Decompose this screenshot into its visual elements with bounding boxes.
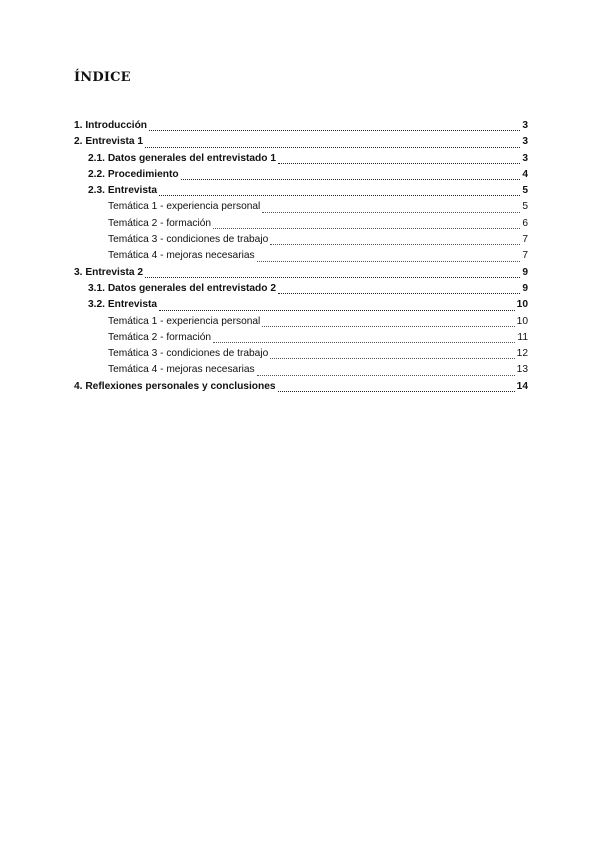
toc-entry-page: 14	[516, 380, 528, 392]
dot-leader	[213, 228, 520, 229]
dot-leader	[257, 375, 515, 376]
dot-leader	[270, 244, 520, 245]
toc-entry-label: Temática 1 - experiencia personal	[108, 315, 261, 327]
toc-entry-page: 9	[522, 282, 528, 294]
toc-entry-label: 1. Introducción	[74, 120, 148, 131]
toc-entry-label: 3. Entrevista 2	[74, 266, 144, 278]
toc-entry[interactable]	[74, 381, 528, 397]
toc-entry-label: 3.2. Entrevista	[88, 299, 158, 311]
toc-entry-label: Temática 2 - formación	[108, 217, 212, 229]
toc-entry[interactable]	[74, 136, 528, 152]
toc-entry[interactable]	[74, 299, 528, 315]
toc-entry-label: 2.3. Entrevista	[88, 185, 158, 197]
toc-entry[interactable]	[74, 120, 528, 136]
toc-entry-label: 2.1. Datos generales del entrevistado 1	[88, 152, 276, 164]
toc-entry[interactable]	[74, 364, 528, 380]
toc-entry-page: 12	[516, 348, 528, 360]
toc-entry-page: 3	[522, 120, 528, 131]
toc-entry[interactable]	[74, 332, 528, 348]
dot-leader	[278, 293, 520, 294]
toc-entry-page: 11	[517, 331, 528, 343]
dot-leader	[270, 358, 514, 359]
toc-entry[interactable]	[74, 250, 528, 266]
toc-entry[interactable]	[74, 185, 528, 201]
toc-entry-label: Temática 2 - formación	[108, 331, 212, 343]
dot-leader	[159, 195, 520, 196]
toc-entry-page: 9	[522, 266, 528, 278]
toc-entry-page: 7	[522, 234, 528, 246]
toc-entry-page: 5	[522, 185, 528, 197]
toc-entry-page: 10	[516, 299, 528, 311]
dot-leader	[145, 277, 520, 278]
toc-entry-label: Temática 4 - mejoras necesarias	[108, 364, 255, 376]
toc-entry-label: Temática 4 - mejoras necesarias	[108, 250, 255, 262]
toc-entry-page: 5	[522, 201, 528, 213]
toc-entry-page: 10	[516, 315, 528, 327]
toc-entry-page: 7	[522, 250, 528, 262]
dot-leader	[145, 147, 520, 148]
toc-entry-label: 2.2. Procedimiento	[88, 168, 179, 180]
dot-leader	[181, 179, 521, 180]
toc-entry[interactable]	[74, 316, 528, 332]
toc-entry[interactable]	[74, 267, 528, 283]
dot-leader	[213, 342, 515, 343]
toc-entry[interactable]	[74, 283, 528, 299]
table-of-contents	[74, 120, 528, 397]
toc-entry[interactable]	[74, 169, 528, 185]
toc-entry[interactable]	[74, 234, 528, 250]
toc-entry-page: 13	[516, 364, 528, 376]
toc-entry-label: 3.1. Datos generales del entrevistado 2	[88, 282, 276, 294]
toc-entry-label: 2. Entrevista 1	[74, 136, 144, 148]
toc-title: ÍNDICE	[74, 70, 131, 85]
dot-leader	[262, 326, 514, 327]
dot-leader	[159, 310, 515, 311]
toc-entry-page: 3	[522, 136, 528, 148]
toc-entry[interactable]	[74, 348, 528, 364]
toc-entry-label: Temática 1 - experiencia personal	[108, 201, 261, 213]
toc-entry-page: 6	[522, 217, 528, 229]
toc-entry-page: 4	[522, 168, 528, 180]
dot-leader	[257, 261, 521, 262]
toc-entry[interactable]	[74, 153, 528, 169]
toc-entry-label: 4. Reflexiones personales y conclusiones	[74, 380, 276, 392]
toc-entry-label: Temática 3 - condiciones de trabajo	[108, 348, 269, 360]
toc-entry[interactable]	[74, 218, 528, 234]
dot-leader	[278, 391, 515, 392]
toc-entry[interactable]	[74, 201, 528, 217]
dot-leader	[262, 212, 520, 213]
dot-leader	[149, 130, 520, 131]
dot-leader	[278, 163, 520, 164]
toc-entry-label: Temática 3 - condiciones de trabajo	[108, 234, 269, 246]
toc-entry-page: 3	[522, 152, 528, 164]
